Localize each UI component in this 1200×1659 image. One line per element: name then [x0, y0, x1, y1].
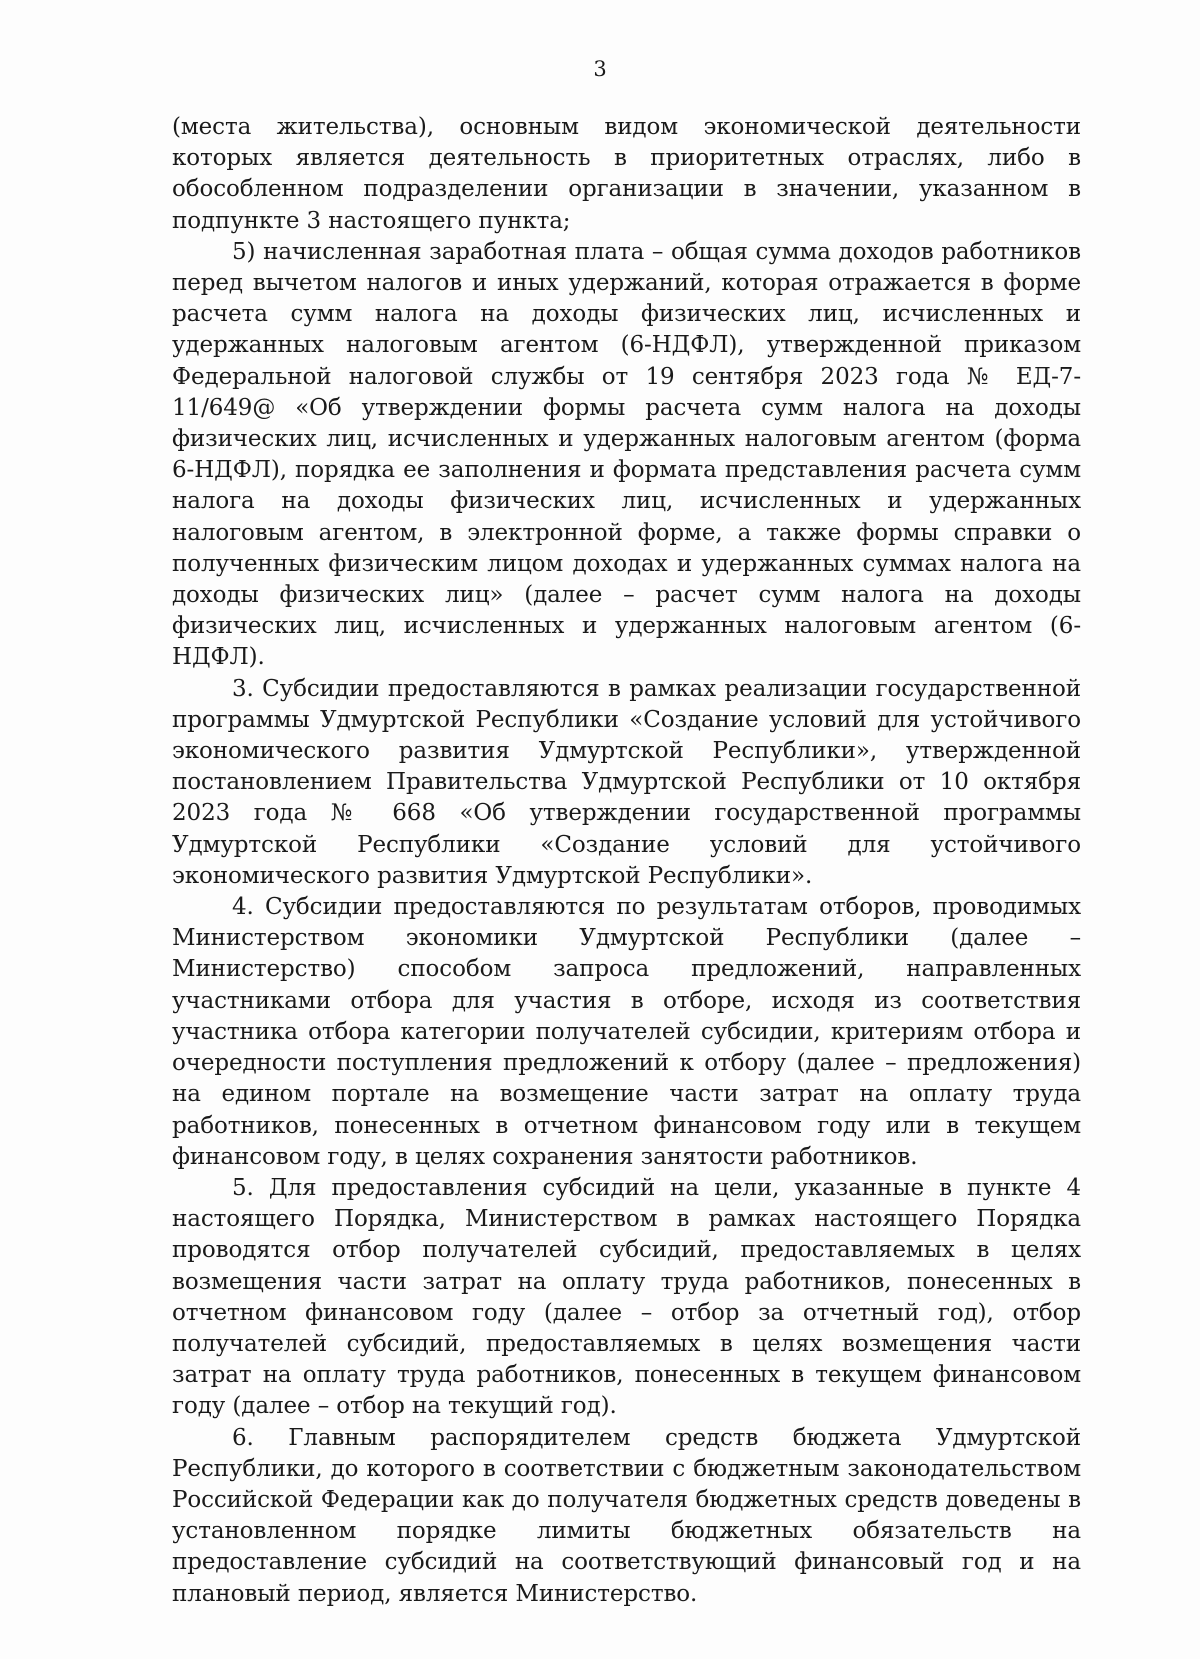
paragraph-continuation: (места жительства), основным видом экономической деятельности которых является деятельность в приоритетных отраслях, либо в обособленном подразделении организации в значении, указанном в подпункте 3 настоящего пункта;: [172, 114, 1081, 234]
document-body: [172, 112, 1081, 1610]
paragraph-6: 6. Главным распорядителем средств бюджета Удмуртской Республики, до которого в соответствии с бюджетным законодательством Российской Федерации как до получателя бюджетных средств доведены в установленном порядке лимиты бюджетных обязательств на предоставление субсидий на соответствующий финансовый год и на плановый период, является Министерство.: [172, 1424, 1081, 1607]
paragraph-5: 5. Для предоставления субсидий на цели, указанные в пункте 4 настоящего Порядка, Министерством в рамках настоящего Порядка проводятся отбор получателей субсидий, предоставляемых в целях возмещения части затрат на оплату труда работников, понесенных в отчетном финансовом году (далее – отбор за отчетный год), отбор получателей субсидий, предоставляемых в целях возмещения части затрат на оплату труда работников, понесенных в текущем финансовом году (далее – отбор на текущий год).: [172, 1174, 1081, 1420]
paragraph-4: 4. Субсидии предоставляются по результатам отборов, проводимых Министерством экономики Удмуртской Республики (далее – Министерство) способом запроса предложений, направленных участниками отбора для участия в отборе, исходя из соответствия участника отбора категории получателей субсидии, критериям отбора и очередности поступления предложений к отбору (далее – предложения) на едином портале на возмещение части затрат на оплату труда работников, понесенных в отчетном финансовом году или в текущем финансовом году, в целях сохранения занятости работников.: [172, 894, 1081, 1170]
paragraph-3: 3. Субсидии предоставляются в рамках реализации государственной программы Удмуртской Республики «Создание условий для устойчивого экономического развития Удмуртской Республики», утвержденной постановлением Правительства Удмуртской Республики от 10 октября 2023 года № 668 «Об утверждении государственной программы Удмуртской Республики «Создание условий для устойчивого экономического развития Удмуртской Республики».: [172, 675, 1081, 889]
page-number: 3: [593, 57, 607, 81]
paragraph-item-5: 5) начисленная заработная плата – общая сумма доходов работников перед вычетом налогов и иных удержаний, которая отражается в форме расчета сумм налога на доходы физических лиц, исчисленных и удержанных налоговым агентом (6-НДФЛ), утвержденной приказом Федеральной налоговой службы от 19 сентября 2023 года № ЕД-7-11/649@ «Об утверждении формы расчета сумм налога на доходы физических лиц, исчисленных и удержанных налоговым агентом (форма 6-НДФЛ), порядка ее заполнения и формата представления расчета сумм налога на доходы физических лиц, исчисленных и удержанных налоговым агентом, в электронной форме, а также формы справки о полученных физическим лицом доходах и удержанных суммах налога на доходы физических лиц» (далее – расчет сумм налога на доходы физических лиц, исчисленных и удержанных налоговым агентом (6-НДФЛ).: [172, 238, 1081, 671]
